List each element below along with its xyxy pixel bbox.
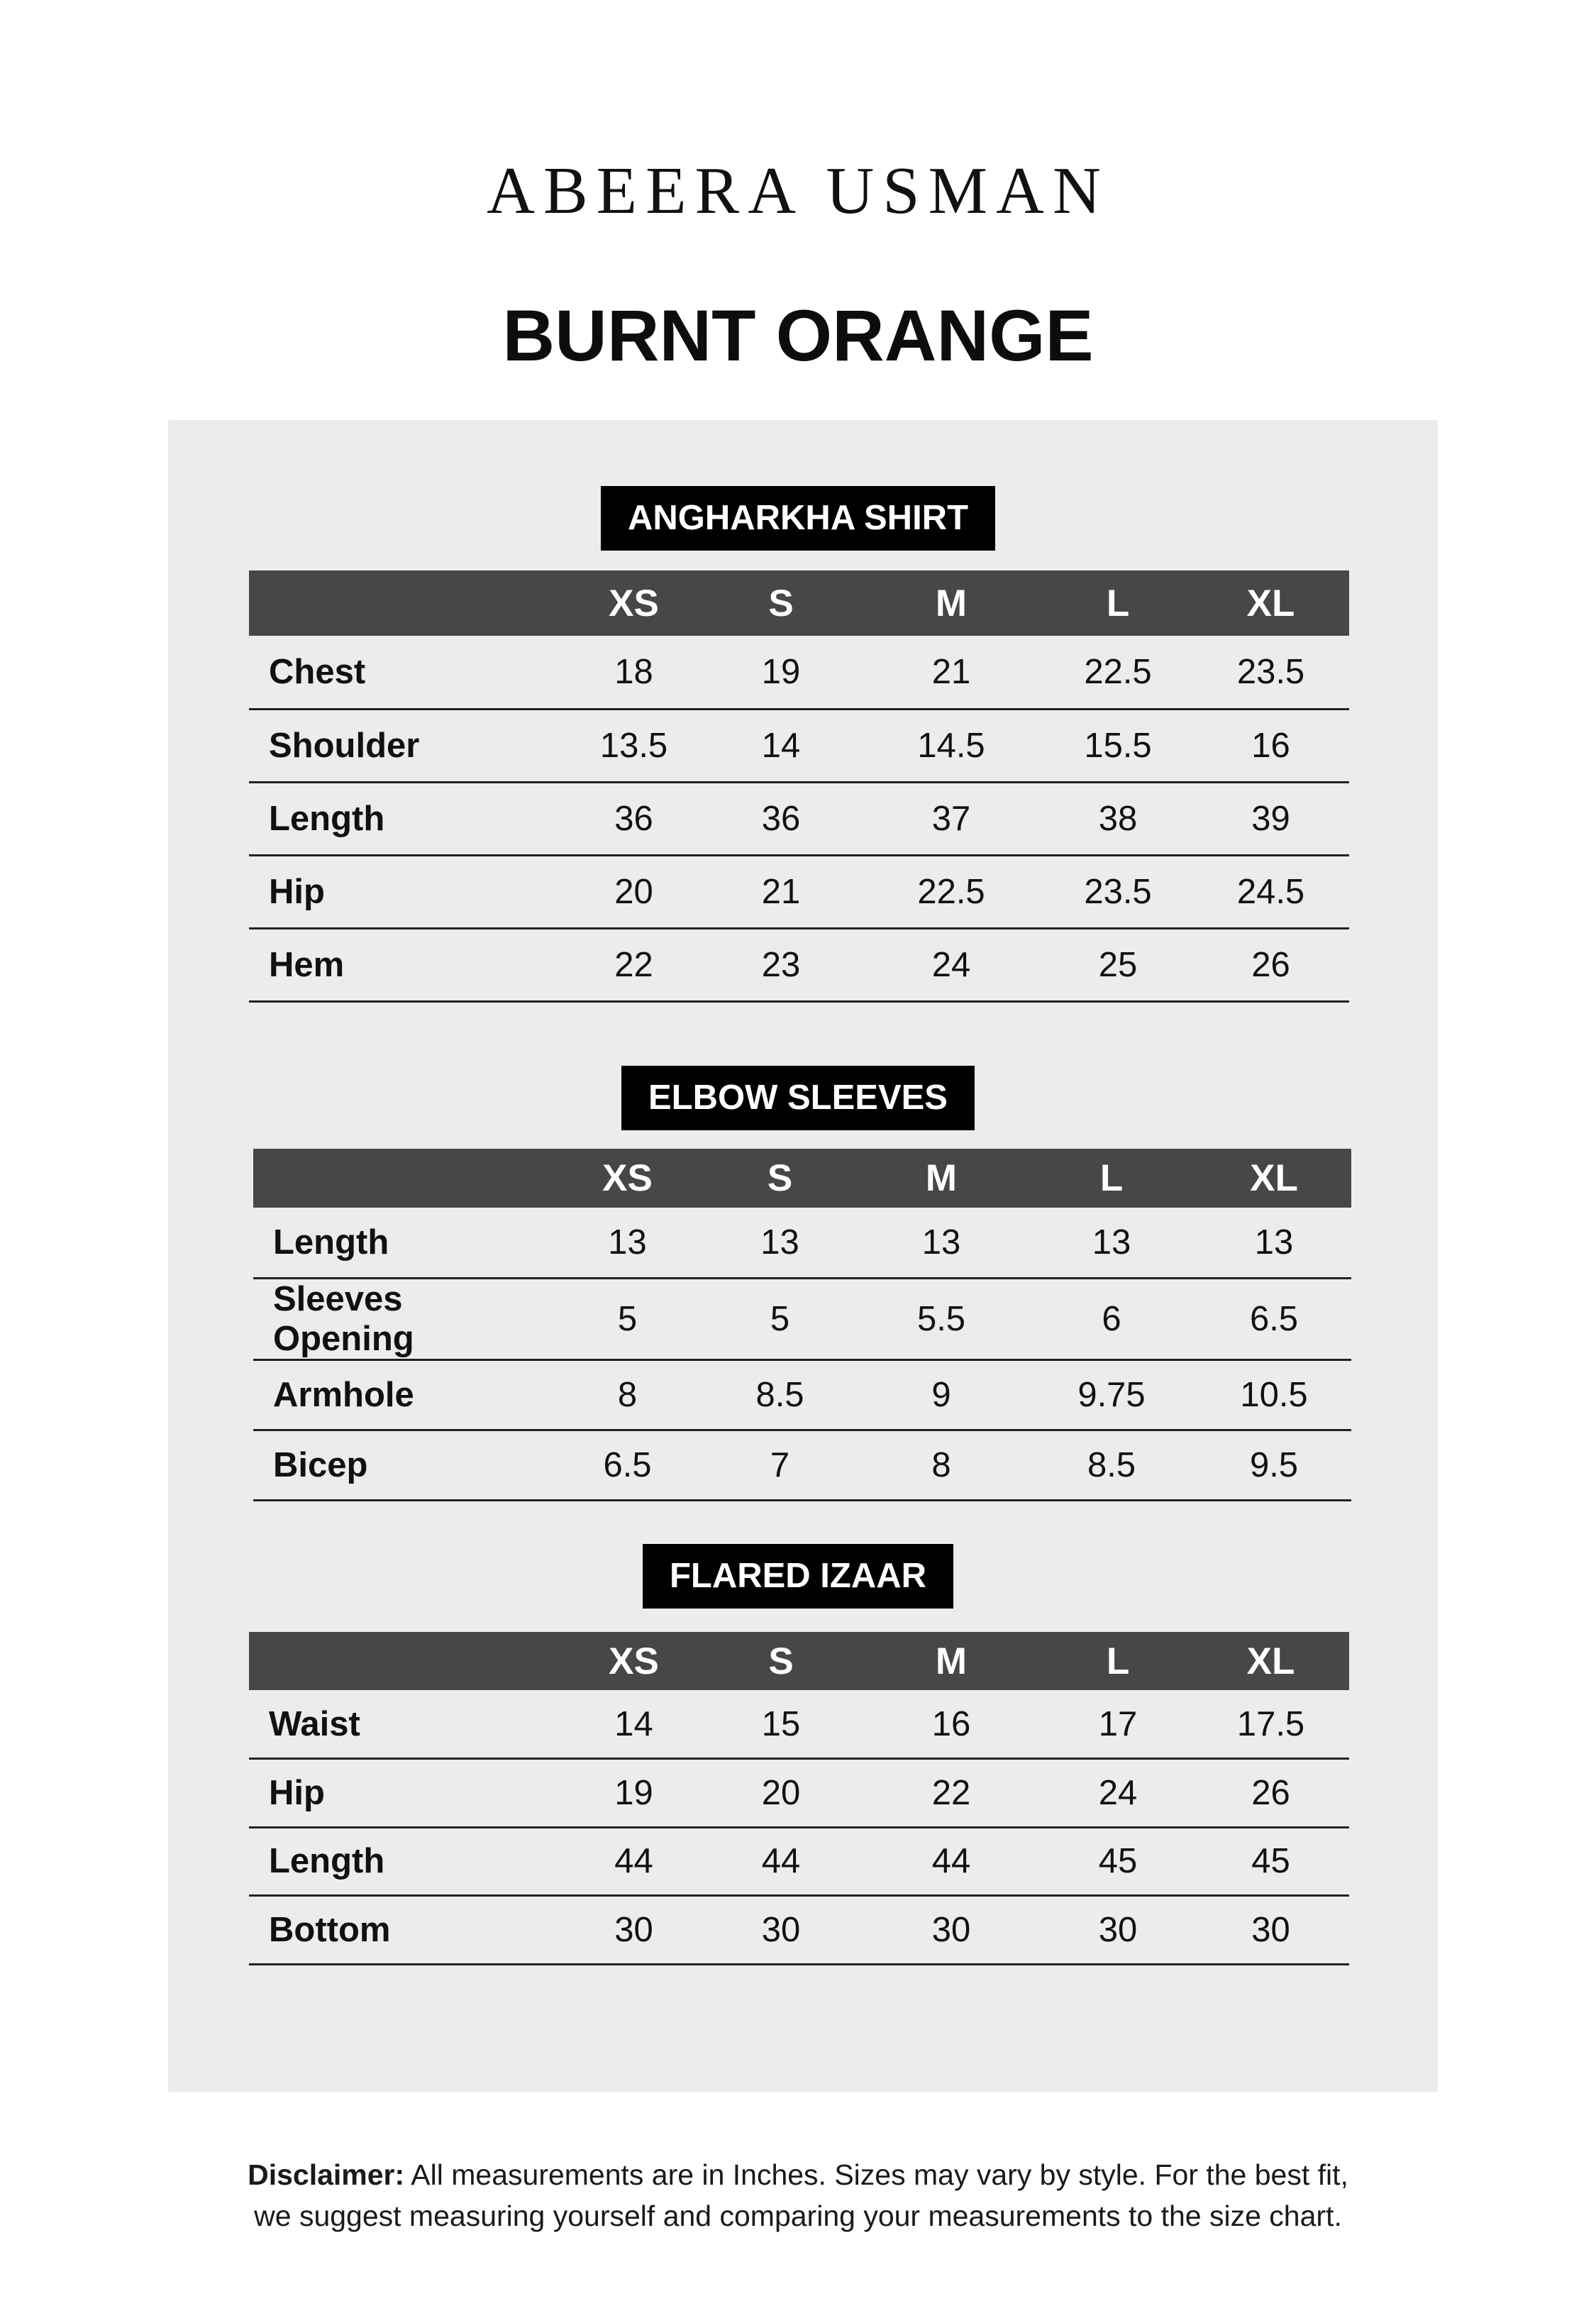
measurement-value: 30 [1043, 1896, 1192, 1965]
measurement-value: 25 [1043, 928, 1192, 1001]
measurement-value: 13.5 [565, 709, 703, 782]
table-header-row [249, 1632, 1349, 1690]
section-label-flared-izaar: FLARED IZAAR [643, 1544, 953, 1609]
size-header-m: M [859, 1632, 1043, 1690]
measurement-value: 20 [703, 1759, 859, 1828]
table-row [249, 1827, 1349, 1896]
measurement-label: Chest [249, 636, 565, 709]
measurement-value: 5 [551, 1278, 704, 1359]
measurement-value: 36 [703, 782, 859, 855]
measurement-value: 45 [1192, 1827, 1349, 1896]
size-header-l: L [1026, 1149, 1197, 1208]
measurement-value: 17.5 [1192, 1690, 1349, 1759]
size-header-s: S [703, 570, 859, 636]
size-header-m: M [856, 1149, 1026, 1208]
measurement-label: Waist [249, 1690, 565, 1759]
table-row [249, 855, 1349, 928]
measurement-value: 16 [859, 1690, 1043, 1759]
size-table-elbow-sleeves [253, 1149, 1351, 1501]
table-row [253, 1208, 1351, 1278]
measurement-value: 17 [1043, 1690, 1192, 1759]
measurement-value: 22 [565, 928, 703, 1001]
size-header-xl: XL [1192, 1632, 1349, 1690]
table-row [253, 1359, 1351, 1430]
measurement-value: 8.5 [1026, 1430, 1197, 1500]
measurement-value: 9.5 [1197, 1430, 1351, 1500]
measurement-label: Bottom [249, 1896, 565, 1965]
measurement-value: 30 [1192, 1896, 1349, 1965]
measurement-value: 6.5 [551, 1430, 704, 1500]
size-table-angharkha-shirt [249, 570, 1349, 1003]
measurement-value: 30 [703, 1896, 859, 1965]
measurement-value: 22.5 [859, 855, 1043, 928]
measurement-value: 30 [565, 1896, 703, 1965]
measurement-label: Sleeves Opening [253, 1278, 551, 1359]
measurement-value: 23 [703, 928, 859, 1001]
header-blank-cell [249, 570, 565, 636]
measurement-value: 13 [1026, 1208, 1197, 1278]
measurement-value: 14 [565, 1690, 703, 1759]
measurement-value: 30 [859, 1896, 1043, 1965]
size-header-xl: XL [1192, 570, 1349, 636]
size-header-xs: XS [565, 570, 703, 636]
size-header-xl: XL [1197, 1149, 1351, 1208]
table-row [253, 1278, 1351, 1359]
measurement-value: 5 [704, 1278, 856, 1359]
size-header-xs: XS [551, 1149, 704, 1208]
size-header-s: S [704, 1149, 856, 1208]
measurement-value: 39 [1192, 782, 1349, 855]
measurement-value: 45 [1043, 1827, 1192, 1896]
size-header-xs: XS [565, 1632, 703, 1690]
section-label-angharkha-shirt: ANGHARKHA SHIRT [601, 486, 995, 551]
measurement-value: 10.5 [1197, 1359, 1351, 1430]
measurement-value: 19 [703, 636, 859, 709]
measurement-value: 20 [565, 855, 703, 928]
measurement-value: 9 [856, 1359, 1026, 1430]
measurement-label: Armhole [253, 1359, 551, 1430]
measurement-value: 14 [703, 709, 859, 782]
measurement-label: Shoulder [249, 709, 565, 782]
measurement-value: 16 [1192, 709, 1349, 782]
measurement-value: 22.5 [1043, 636, 1192, 709]
table-header-row [253, 1149, 1351, 1208]
measurement-value: 24 [859, 928, 1043, 1001]
measurement-label: Hem [249, 928, 565, 1001]
size-header-l: L [1043, 570, 1192, 636]
table-row [249, 782, 1349, 855]
measurement-value: 7 [704, 1430, 856, 1500]
header-blank-cell [249, 1632, 565, 1690]
disclaimer-text-line1: All measurements are in Inches. Sizes may vary by style. For the best fit, [411, 2158, 1348, 2191]
disclaimer-label: Disclaimer: [248, 2158, 405, 2191]
size-header-m: M [859, 570, 1043, 636]
measurement-label: Length [249, 782, 565, 855]
measurement-value: 6 [1026, 1278, 1197, 1359]
measurement-value: 14.5 [859, 709, 1043, 782]
measurement-value: 8 [856, 1430, 1026, 1500]
table-row [249, 1759, 1349, 1828]
measurement-value: 44 [859, 1827, 1043, 1896]
table-row [249, 1690, 1349, 1759]
measurement-value: 26 [1192, 1759, 1349, 1828]
measurement-value: 24 [1043, 1759, 1192, 1828]
measurement-value: 44 [703, 1827, 859, 1896]
measurement-value: 44 [565, 1827, 703, 1896]
measurement-value: 26 [1192, 928, 1349, 1001]
header-blank-cell [253, 1149, 551, 1208]
measurement-value: 36 [565, 782, 703, 855]
measurement-label: Hip [249, 1759, 565, 1828]
measurement-value: 8 [551, 1359, 704, 1430]
table-row [249, 928, 1349, 1001]
measurement-value: 18 [565, 636, 703, 709]
size-header-s: S [703, 1632, 859, 1690]
section-label-wrap [0, 1544, 1596, 1609]
measurement-value: 5.5 [856, 1278, 1026, 1359]
table-header-row [249, 570, 1349, 636]
table-row [253, 1430, 1351, 1500]
table-row [249, 636, 1349, 709]
disclaimer-text-line2: we suggest measuring yourself and comparing your measurements to the size chart. [254, 2200, 1342, 2232]
measurement-value: 13 [551, 1208, 704, 1278]
section-label-elbow-sleeves: ELBOW SLEEVES [621, 1066, 975, 1130]
measurement-value: 21 [703, 855, 859, 928]
measurement-value: 13 [856, 1208, 1026, 1278]
measurement-value: 6.5 [1197, 1278, 1351, 1359]
measurement-value: 15 [703, 1690, 859, 1759]
page-title: BURNT ORANGE [502, 295, 1094, 376]
measurement-value: 19 [565, 1759, 703, 1828]
brand-logo: ABEERA USMAN [487, 154, 1109, 228]
measurement-label: Hip [249, 855, 565, 928]
measurement-label: Length [253, 1208, 551, 1278]
measurement-value: 37 [859, 782, 1043, 855]
measurement-value: 24.5 [1192, 855, 1349, 928]
measurement-value: 23.5 [1192, 636, 1349, 709]
measurement-value: 13 [704, 1208, 856, 1278]
size-header-l: L [1043, 1632, 1192, 1690]
measurement-value: 22 [859, 1759, 1043, 1828]
table-row [249, 1896, 1349, 1965]
section-label-wrap [0, 1066, 1596, 1130]
disclaimer [0, 2154, 1596, 2236]
measurement-value: 15.5 [1043, 709, 1192, 782]
measurement-value: 9.75 [1026, 1359, 1197, 1430]
measurement-value: 13 [1197, 1208, 1351, 1278]
measurement-value: 23.5 [1043, 855, 1192, 928]
measurement-value: 21 [859, 636, 1043, 709]
measurement-label: Length [249, 1827, 565, 1896]
table-row [249, 709, 1349, 782]
measurement-value: 38 [1043, 782, 1192, 855]
measurement-label: Bicep [253, 1430, 551, 1500]
size-table-flared-izaar [249, 1632, 1349, 1965]
measurement-value: 8.5 [704, 1359, 856, 1430]
section-label-wrap [0, 486, 1596, 551]
